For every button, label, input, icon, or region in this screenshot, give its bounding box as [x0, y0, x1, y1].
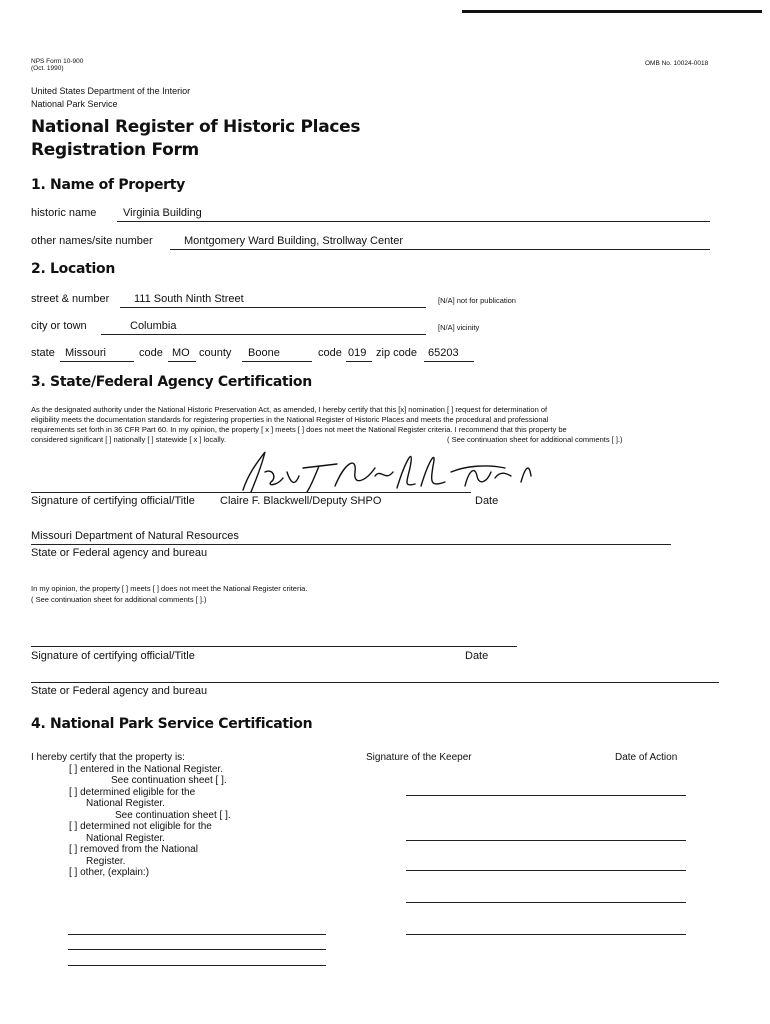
opinion-line2: ( See continuation sheet for additional comments [ ].)	[31, 595, 207, 604]
code-value: MO	[172, 347, 190, 359]
county-label: county	[199, 347, 232, 359]
top-rule	[462, 10, 762, 13]
agency-line-2	[31, 682, 719, 683]
street-label: street & number	[31, 293, 110, 305]
form-number	[31, 58, 83, 72]
section3-heading: 3. State/Federal Agency Certification	[31, 374, 312, 390]
certify-eligible: [ ] determined eligible for the	[69, 786, 196, 798]
county-code-value: 019	[348, 347, 367, 359]
form-number-line1: NPS Form 10-900	[31, 58, 84, 65]
other-names-value: Montgomery Ward Building, Strollway Center	[184, 235, 404, 247]
agency-value: Missouri Department of Natural Resources	[31, 530, 239, 542]
continuation-note: ( See continuation sheet for additional comments [ ].)	[447, 435, 623, 444]
certify-removed: [ ] removed from the National	[69, 844, 198, 855]
city-value: Columbia	[130, 320, 177, 332]
certify-not-eligible-b: National Register.	[86, 832, 165, 844]
state-line	[60, 361, 134, 362]
certify-entered-cont: See continuation sheet [ ].	[111, 775, 227, 786]
signer-name: Claire F. Blackwell/Deputy SHPO	[220, 495, 382, 507]
date-label: Date	[475, 495, 499, 507]
city-line	[101, 334, 426, 335]
keeper-line-3	[406, 870, 686, 871]
date-label-2: Date	[465, 650, 489, 662]
street-line	[120, 307, 426, 308]
section2-heading: 2. Location	[31, 261, 115, 277]
agency-line2: National Park Service	[31, 99, 118, 109]
historic-name-value: Virginia Building	[123, 207, 202, 219]
form-number-line2: (Oct. 1990)	[31, 65, 64, 72]
certify-removed-b: Register.	[86, 855, 126, 867]
vicinity: [N/A] vicinity	[438, 323, 480, 332]
code-line	[168, 361, 196, 362]
signature-scribble	[225, 442, 555, 502]
explain-line-1	[68, 934, 326, 935]
agency-label: State or Federal agency and bureau	[31, 547, 208, 559]
keeper-line-2	[406, 840, 686, 841]
code-label: code	[139, 347, 163, 359]
section1-heading: 1. Name of Property	[31, 177, 185, 193]
not-for-publication: [N/A] not for publication	[438, 296, 516, 305]
signature-label-2: Signature of certifying official/Title	[31, 650, 195, 662]
keeper-line-5	[406, 934, 686, 935]
signature-line-2	[31, 646, 517, 647]
state-label: state	[31, 347, 55, 359]
certification-para-line3: requirements set forth in 36 CFR Part 60. In my opinion, the property [ x ] meets [ ] does not meet the National Register criteria. I recommend that this property be	[31, 425, 567, 434]
other-names-label: other names/site number	[31, 235, 153, 247]
agency-line	[31, 544, 671, 545]
explain-line-3	[68, 965, 326, 966]
agency-label-2: State or Federal agency and bureau	[31, 685, 208, 697]
zip-label: zip code	[376, 347, 417, 359]
page-title: National Register of Historic Places	[31, 117, 361, 137]
agency-line1: United States Department of the Interior	[31, 86, 191, 96]
historic-name-label: historic name	[31, 207, 97, 219]
certify-eligible-cont: See continuation sheet [ ].	[115, 809, 231, 821]
city-label: city or town	[31, 320, 87, 332]
county-code-label: code	[318, 347, 342, 359]
opinion-line1: In my opinion, the property [ ] meets [ ] does not meet the National Register criteria.	[31, 584, 308, 593]
certify-intro: I hereby certify that the property is:	[31, 752, 185, 763]
certify-entered: [ ] entered in the National Register.	[69, 763, 223, 775]
keeper-line-1	[406, 795, 686, 796]
historic-name-line	[117, 221, 710, 222]
keeper-line-4	[406, 902, 686, 903]
street-value: 111 South Ninth Street	[134, 293, 244, 305]
certification-para-line4: considered significant [ ] nationally [ ] statewide [ x ] locally.	[31, 435, 226, 444]
zip-value: 65203	[428, 347, 459, 359]
signature-line	[31, 492, 471, 493]
certify-eligible-b: National Register.	[86, 798, 165, 809]
page-subtitle: Registration Form	[31, 140, 199, 160]
section4-heading: 4. National Park Service Certification	[31, 716, 313, 732]
zip-line	[424, 361, 474, 362]
county-line	[242, 361, 312, 362]
explain-line-2	[68, 949, 326, 950]
county-value: Boone	[248, 347, 280, 359]
keeper-label: Signature of the Keeper	[366, 752, 472, 763]
county-code-line	[346, 361, 372, 362]
certify-list	[31, 752, 231, 879]
signature-label: Signature of certifying official/Title	[31, 495, 195, 507]
other-names-line	[170, 249, 710, 250]
certify-other: [ ] other, (explain:)	[69, 867, 150, 878]
action-label: Date of Action	[615, 752, 678, 763]
certification-para-line1: As the designated authority under the National Historic Preservation Act, as amended, I hereby certify that this [x] nomination [ ] request for determination of	[31, 405, 548, 414]
certification-para-line2: eligibility meets the documentation standards for registering properties in the National Register of Historic Places and meets the procedural and professional	[31, 415, 549, 424]
state-value: Missouri	[65, 347, 106, 359]
certify-not-eligible: [ ] determined not eligible for the	[69, 821, 212, 832]
omb-number: OMB No. 10024-0018	[645, 60, 709, 67]
